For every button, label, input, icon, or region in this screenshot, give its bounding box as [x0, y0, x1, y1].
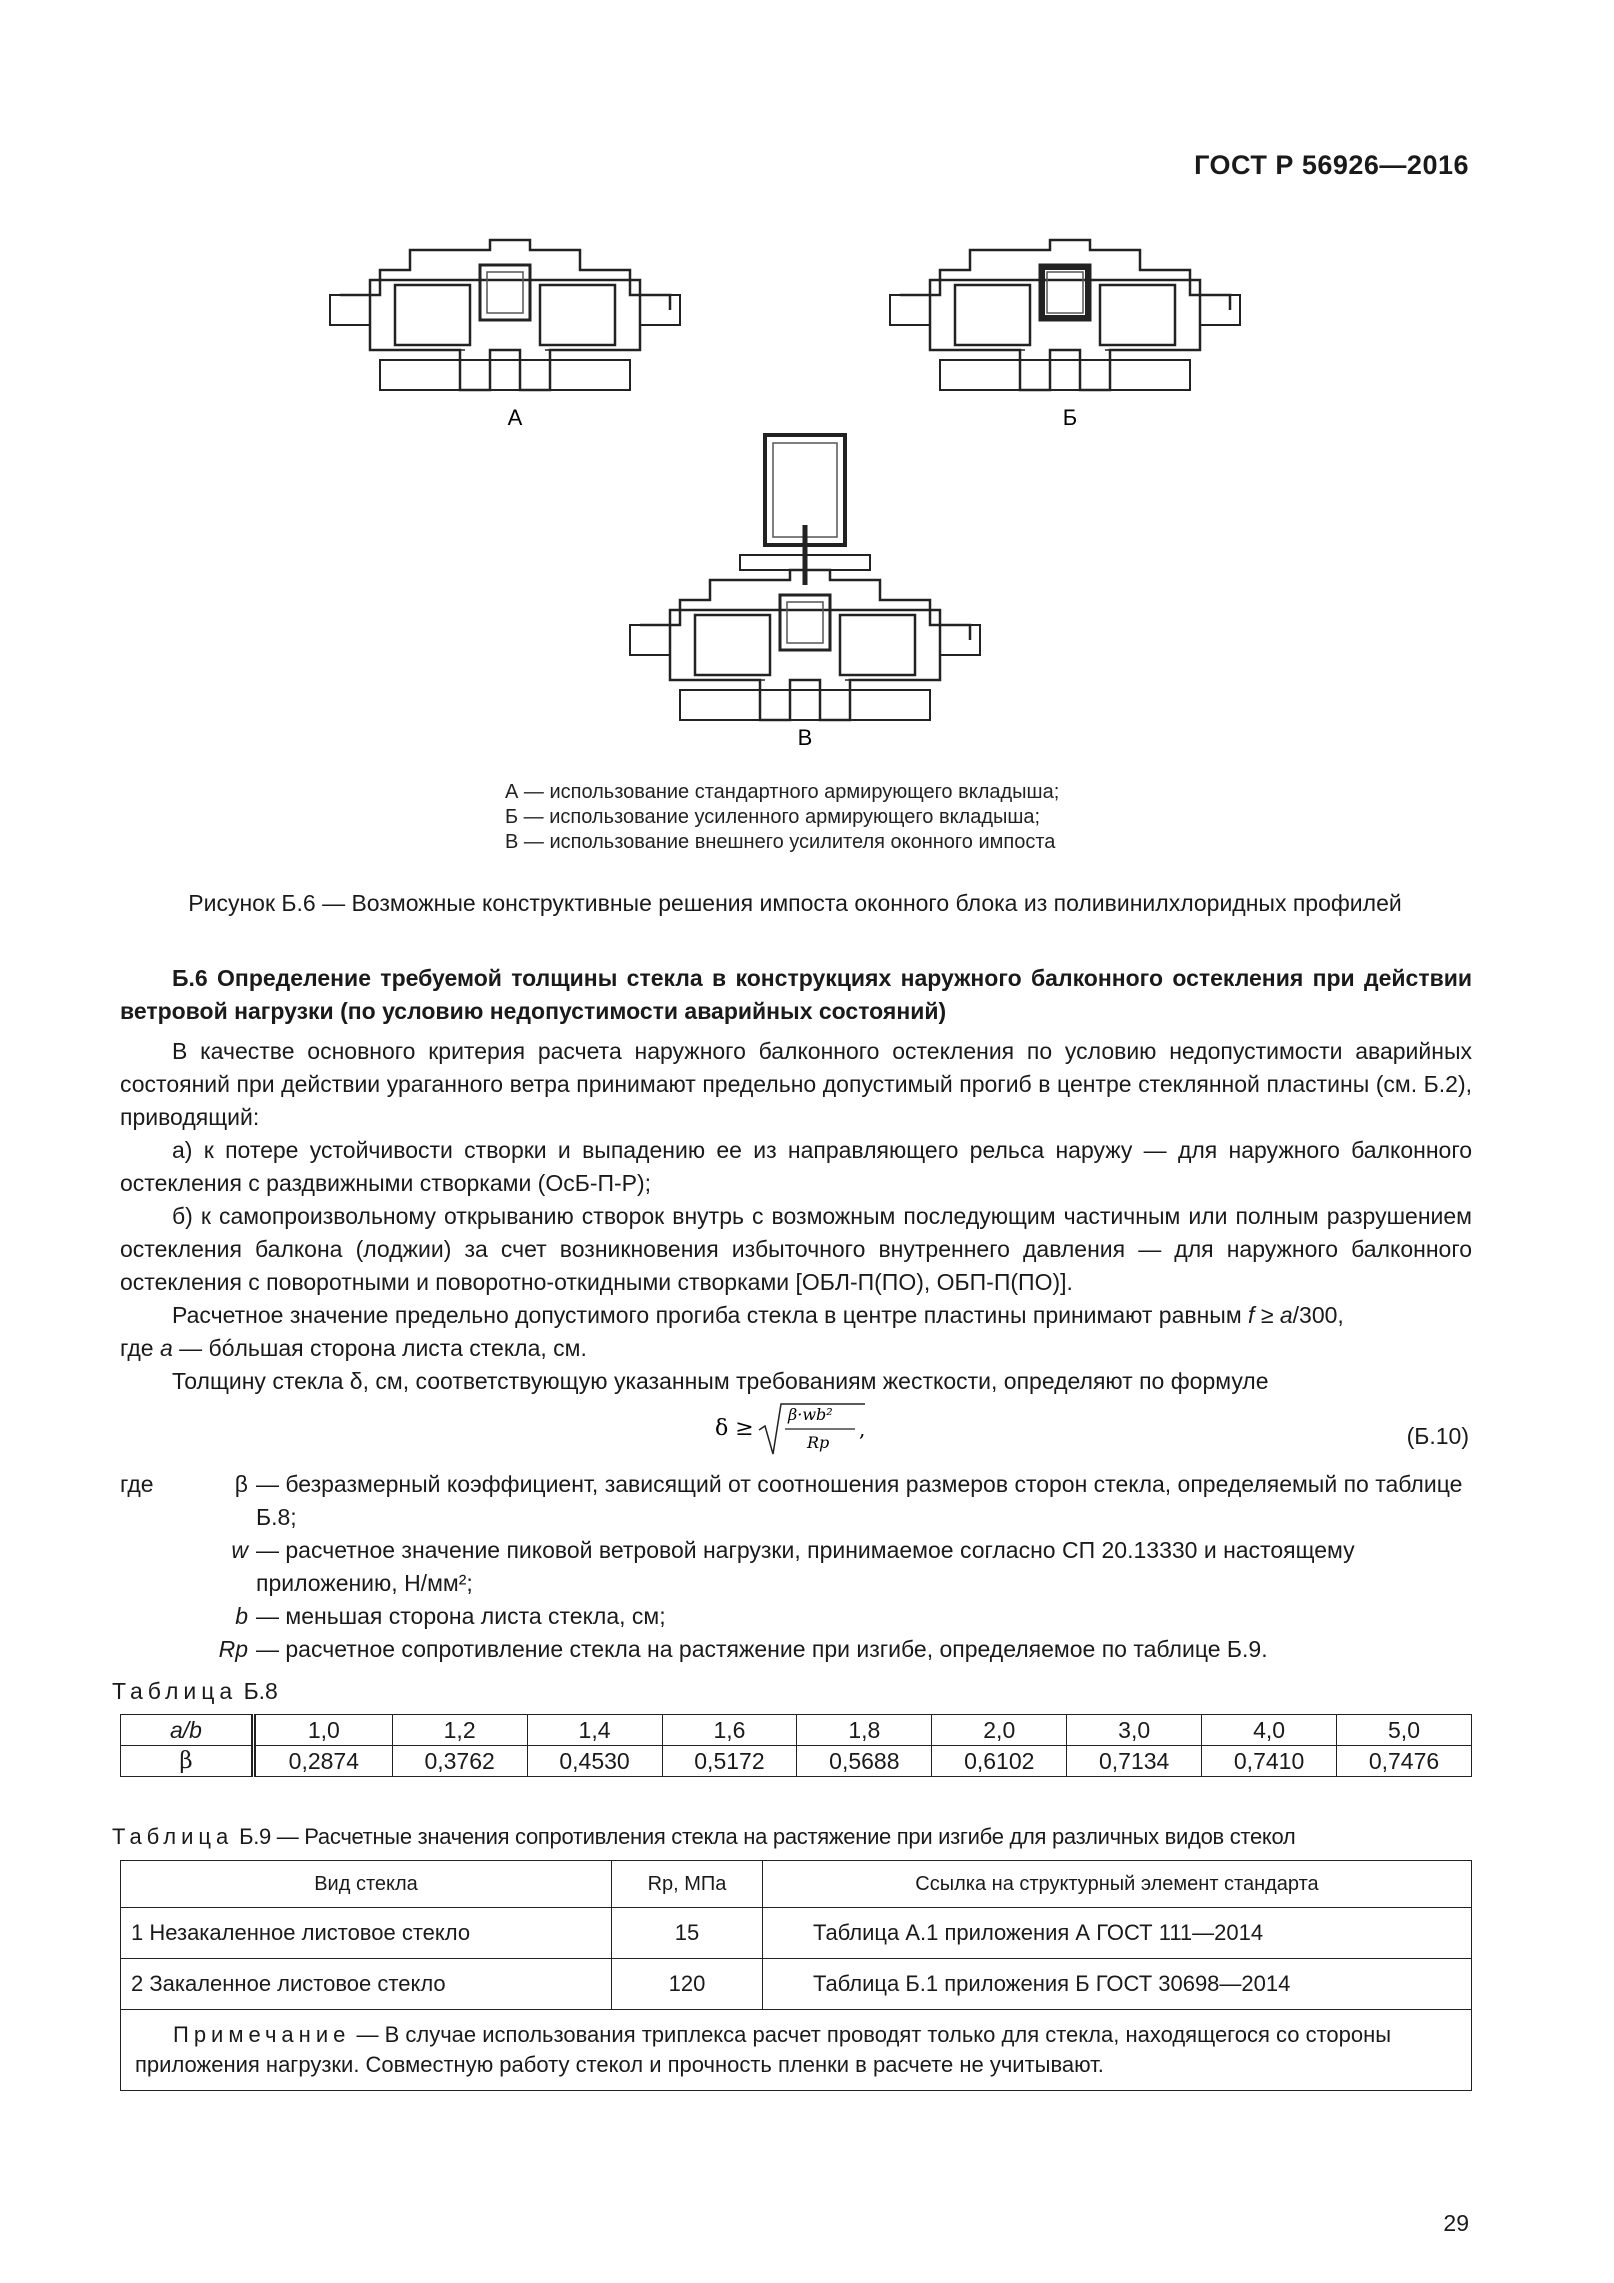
table-cell: 1,4	[527, 1715, 662, 1746]
table-b9	[120, 1860, 1472, 2091]
profile-b	[890, 240, 1240, 390]
table-b8-label: Таблица Б.8	[112, 1678, 278, 1704]
table-cell: 15	[612, 1908, 763, 1959]
table-cell: 0,7134	[1067, 1746, 1202, 1777]
table-header-cell: β	[121, 1746, 254, 1777]
table-cell: 1,2	[392, 1715, 527, 1746]
paragraph: где a — бóльшая сторона листа стекла, см.	[120, 1335, 587, 1361]
figure-drawing	[300, 225, 1320, 765]
table-cell: 0,5688	[797, 1746, 932, 1777]
table-cell: 1,8	[797, 1715, 932, 1746]
paragraph: В качестве основного критерия расчета наружного балконного остекления по условию недопустимости аварийных состояний при действии ураганного ветра принимают предельно допустимый прогиб в центре стеклянной пластины (см. Б.2), приводящий:	[120, 1038, 1472, 1130]
definition-item	[120, 1600, 1472, 1633]
mullion-profiles-drawing	[300, 225, 1320, 765]
table-b9-label: Таблица Б.9 — Расчетные значения сопротивления стекла на растяжение при изгибе для различных видов стекол	[112, 1824, 1296, 1849]
legend-item: В — использование внешнего усилителя оконного импоста	[505, 831, 1056, 853]
formula-lhs: δ ≥	[715, 1416, 754, 1441]
paragraph: Расчетное значение предельно допустимого прогиба стекла в центре пластины принимают равным f ≥ a/300,	[172, 1302, 1344, 1328]
paragraph: Толщину стекла δ, см, соответствующую указанным требованиям жесткости, определяют по формуле	[172, 1368, 1269, 1394]
table-cell: 1,0	[254, 1715, 393, 1746]
paragraph: а) к потере устойчивости створки и выпадению ее из направляющего рельса наружу — для наружного балконного остекления с раздвижными створками (ОсБ-П-Р);	[120, 1137, 1472, 1196]
definition-item	[120, 1633, 1472, 1666]
definition-item	[120, 1534, 1472, 1600]
table-header-cell: Вид стекла	[121, 1861, 612, 1908]
table-cell: 0,4530	[527, 1746, 662, 1777]
table-b8	[120, 1714, 1472, 1777]
table-header-cell: Rp, МПа	[612, 1861, 763, 1908]
table-cell: Таблица Б.1 приложения Б ГОСТ 30698—2014	[763, 1959, 1472, 2010]
section-heading	[120, 962, 1472, 1028]
table-note: Примечание — В случае использования триплекса расчет проводят только для стекла, находящегося со стороны приложения нагрузки. Совместную работу стекол и прочность пленки в расчете не учитывают.	[121, 2010, 1472, 2091]
figure-label-b: Б	[1062, 405, 1078, 430]
table-cell: 1,6	[662, 1715, 797, 1746]
formula-number: (Б.10)	[1406, 1423, 1469, 1449]
table-row	[121, 1959, 1472, 2010]
figure-caption: Рисунок Б.6 — Возможные конструктивные решения импоста оконного блока из поливинилхлоридных профилей	[188, 890, 1402, 916]
definition-symbol: w	[231, 1537, 248, 1563]
table-cell: Таблица А.1 приложения А ГОСТ 111—2014	[763, 1908, 1472, 1959]
table-row	[121, 1715, 1472, 1746]
legend-item: А — использование стандартного армирующего вкладыша;	[505, 781, 1060, 803]
table-note-row	[121, 2010, 1472, 2091]
definition-text: — меньшая сторона листа стекла, см;	[256, 1603, 666, 1629]
figure-label-c: В	[797, 725, 813, 750]
figure-label-a: А	[507, 405, 523, 430]
table-cell: 3,0	[1067, 1715, 1202, 1746]
page-number: 29	[1443, 2210, 1469, 2236]
paragraph: б) к самопроизвольному открыванию створок внутрь с возможным последующим частичным или полным разрушением остекления балкона (лоджии) за счет возникновения избыточного внутреннего давления — для наружного балконного остекления с поворотными и поворотно-откидными створками [ОБЛ-П(ПО), ОБП-П(ПО)].	[120, 1203, 1472, 1295]
table-cell: 5,0	[1337, 1715, 1472, 1746]
table-cell: 2 Закаленное листовое стекло	[121, 1959, 612, 2010]
definition-symbol: b	[235, 1603, 248, 1629]
profile-a	[330, 240, 680, 390]
table-cell: 0,3762	[392, 1746, 527, 1777]
table-cell: 4,0	[1202, 1715, 1337, 1746]
table-cell: 0,5172	[662, 1746, 797, 1777]
formula-numerator: β·wb²	[788, 1405, 833, 1424]
section-number: Б.6	[172, 965, 208, 991]
definition-symbol: β	[234, 1471, 248, 1497]
table-cell: 0,6102	[932, 1746, 1067, 1777]
table-header-cell: a/b	[121, 1715, 254, 1746]
definition-text: — расчетное значение пиковой ветровой нагрузки, принимаемое согласно СП 20.13330 и настоящему приложению, Н/мм²;	[256, 1537, 1355, 1596]
formula	[715, 1398, 965, 1458]
section-title: Определение требуемой толщины стекла в конструкциях наружного балконного остекления при действии ветровой нагрузки (по условию недопустимости аварийных состояний)	[120, 965, 1472, 1024]
table-header-cell: Ссылка на структурный элемент стандарта	[763, 1861, 1472, 1908]
figure-legend	[505, 780, 1059, 855]
where-word: где	[120, 1471, 154, 1497]
table-row	[121, 1746, 1472, 1777]
table-cell: 0,7410	[1202, 1746, 1337, 1777]
table-cell: 0,7476	[1337, 1746, 1472, 1777]
table-header-row	[121, 1861, 1472, 1908]
table-cell: 120	[612, 1959, 763, 2010]
definition-symbol: Rp	[218, 1636, 248, 1662]
definition-text: — расчетное сопротивление стекла на растяжение при изгибе, определяемое по таблице Б.9.	[256, 1636, 1268, 1662]
definitions-list	[120, 1468, 1472, 1666]
table-cell: 1 Незакаленное листовое стекло	[121, 1908, 612, 1959]
profile-c	[630, 435, 980, 720]
table-cell: 2,0	[932, 1715, 1067, 1746]
definition-text: — безразмерный коэффициент, зависящий от соотношения размеров сторон стекла, определяемый по таблице Б.8;	[256, 1471, 1463, 1530]
table-row	[121, 1908, 1472, 1959]
definition-item	[120, 1468, 1472, 1534]
svg-text:,: ,	[859, 1417, 866, 1441]
legend-item: Б — использование усиленного армирующего вкладыша;	[505, 806, 1041, 828]
formula-denominator: Rp	[807, 1433, 830, 1452]
table-cell: 0,2874	[254, 1746, 393, 1777]
document-header: ГОСТ Р 56926—2016	[1194, 150, 1469, 180]
